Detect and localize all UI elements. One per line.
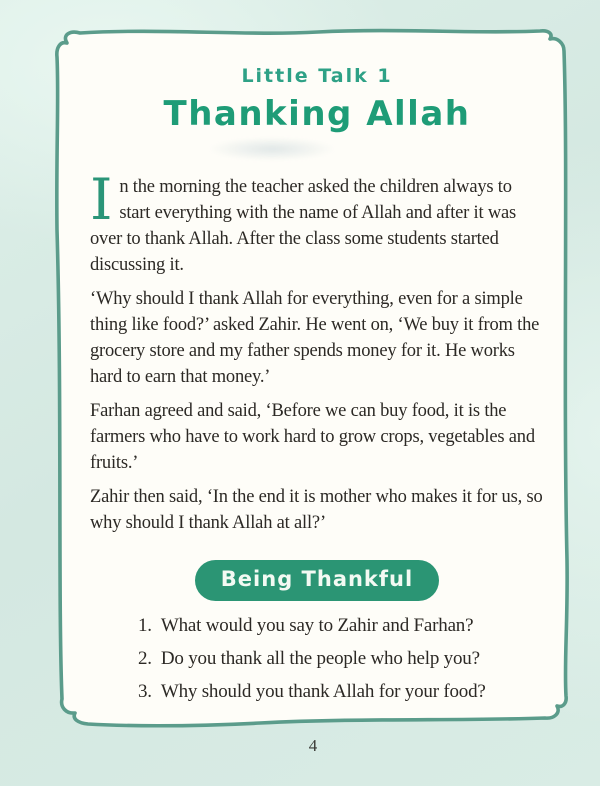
page-title: Thanking Allah xyxy=(163,94,471,134)
question-item xyxy=(138,642,544,675)
page-number: 4 xyxy=(308,736,318,755)
story-opening-text: n the morning the teacher asked the children always to start everything with the name of Allah and after it was over to thank Allah. After the class some students started discussing it. xyxy=(90,177,517,275)
story-paragraph: ‘Why should I thank Allah for everything, even for a simple thing like food?’ asked Zahir. He went on, ‘We buy it from the grocery store and my father spends money for it. He works hard to earn that money.’ xyxy=(90,289,540,387)
drop-cap-initial: I xyxy=(90,167,113,233)
question-number: 3. xyxy=(138,681,152,702)
question-text: Why should you thank Allah for your food? xyxy=(160,681,486,702)
question-item xyxy=(138,609,544,642)
story-paragraph-opening xyxy=(90,167,544,278)
question-text: Do you thank all the people who help you? xyxy=(160,648,480,669)
chapter-label: Little Talk 1 xyxy=(241,65,393,87)
question-number: 1. xyxy=(138,615,152,636)
question-text: What would you say to Zahir and Farhan? xyxy=(160,615,474,636)
section-badge-row xyxy=(90,560,544,601)
section-badge: Being Thankful xyxy=(195,560,439,601)
question-number: 2. xyxy=(138,648,152,669)
story-paragraph: Farhan agreed and said, ‘Before we can buy food, it is the farmers who have to work hard to grow crops, vegetables and fruits.’ xyxy=(90,401,535,473)
question-list xyxy=(90,609,544,708)
story-paragraph: Zahir then said, ‘In the end it is mother who makes it for us, so why should I thank Allah at all?’ xyxy=(90,487,543,533)
page-content xyxy=(90,52,544,708)
question-item xyxy=(138,675,544,708)
